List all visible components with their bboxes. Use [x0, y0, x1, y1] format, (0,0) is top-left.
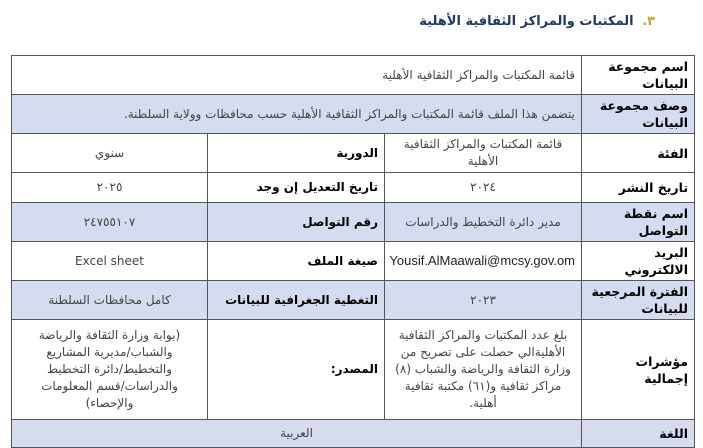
email-address: Yousif.AlMaawali@mcsy.gov.om: [389, 253, 576, 268]
geo-coverage-label: التغطية الجغرافية للبيانات: [208, 281, 385, 320]
description-value: يتضمن هذا الملف قائمة المكتبات والمراكز الثقافية الأهلية حسب محافظات وولاية السلطنة.: [12, 95, 582, 134]
row-indicators: [12, 320, 695, 420]
section-title: المكتبات والمراكز الثقافية الأهلية: [419, 14, 634, 29]
category-value: قائمة المكتبات والمراكز الثقافية الأهلية: [385, 134, 582, 173]
category-label: الفئة: [582, 134, 695, 173]
file-format-label: صيغة الملف: [208, 242, 385, 281]
dataset-name-value: قائمة المكتبات والمراكز الثقافية الأهلية: [12, 56, 582, 95]
frequency-value: سنوي: [12, 134, 208, 173]
file-format-value: Excel sheet: [12, 242, 208, 281]
publish-date-label: تاريخ النشر: [582, 173, 695, 203]
email-value: [385, 242, 582, 281]
section-heading: [419, 14, 655, 29]
description-label: وصف مجموعة البيانات: [582, 95, 695, 134]
contact-label: اسم نقطة التواصل: [582, 203, 695, 242]
section-number: ٣.: [642, 14, 655, 29]
contact-value: مدير دائرة التخطيط والدراسات: [385, 203, 582, 242]
indicators-value: بلغ عدد المكتبات والمراكز الثقافية الأهليةالي حصلت على تصريح من وزارة الثقافة والرياضة والشباب (٨) مراكز ثقافية و(٦١) مكتبة ثقافية أهلية.: [385, 320, 582, 420]
row-reference-period: [12, 281, 695, 320]
source-value: (بوابة وزارة الثقافة والرياضة والشباب/مديرية المشاريع والتخطيط/دائرة التخطيط والدراسات/قسم المعلومات والإحصاء): [12, 320, 208, 420]
language-value: العربية: [12, 420, 582, 448]
row-publish-date: [12, 173, 695, 203]
reference-period-label: الفترة المرجعية للبيانات: [582, 281, 695, 320]
row-email: [12, 242, 695, 281]
email-label: البريد الالكتروني: [582, 242, 695, 281]
modified-date-value: ٢٠٢٥: [12, 173, 208, 203]
phone-value: ٢٤٧٥٥١٠٧: [12, 203, 208, 242]
row-category: [12, 134, 695, 173]
metadata-table: [11, 55, 695, 448]
row-contact: [12, 203, 695, 242]
modified-date-label: تاريخ التعديل إن وجد: [208, 173, 385, 203]
row-language: [12, 420, 695, 448]
frequency-label: الدورية: [208, 134, 385, 173]
publish-date-value: ٢٠٢٤: [385, 173, 582, 203]
source-label: المصدر:: [208, 320, 385, 420]
row-dataset-name: [12, 56, 695, 95]
reference-period-value: ٢٠٢٣: [385, 281, 582, 320]
language-label: اللغة: [582, 420, 695, 448]
indicators-label: مؤشرات إجمالية: [582, 320, 695, 420]
phone-label: رقم التواصل: [208, 203, 385, 242]
geo-coverage-value: كامل محافظات السلطنة: [12, 281, 208, 320]
dataset-name-label: اسم مجموعة البيانات: [582, 56, 695, 95]
row-description: [12, 95, 695, 134]
